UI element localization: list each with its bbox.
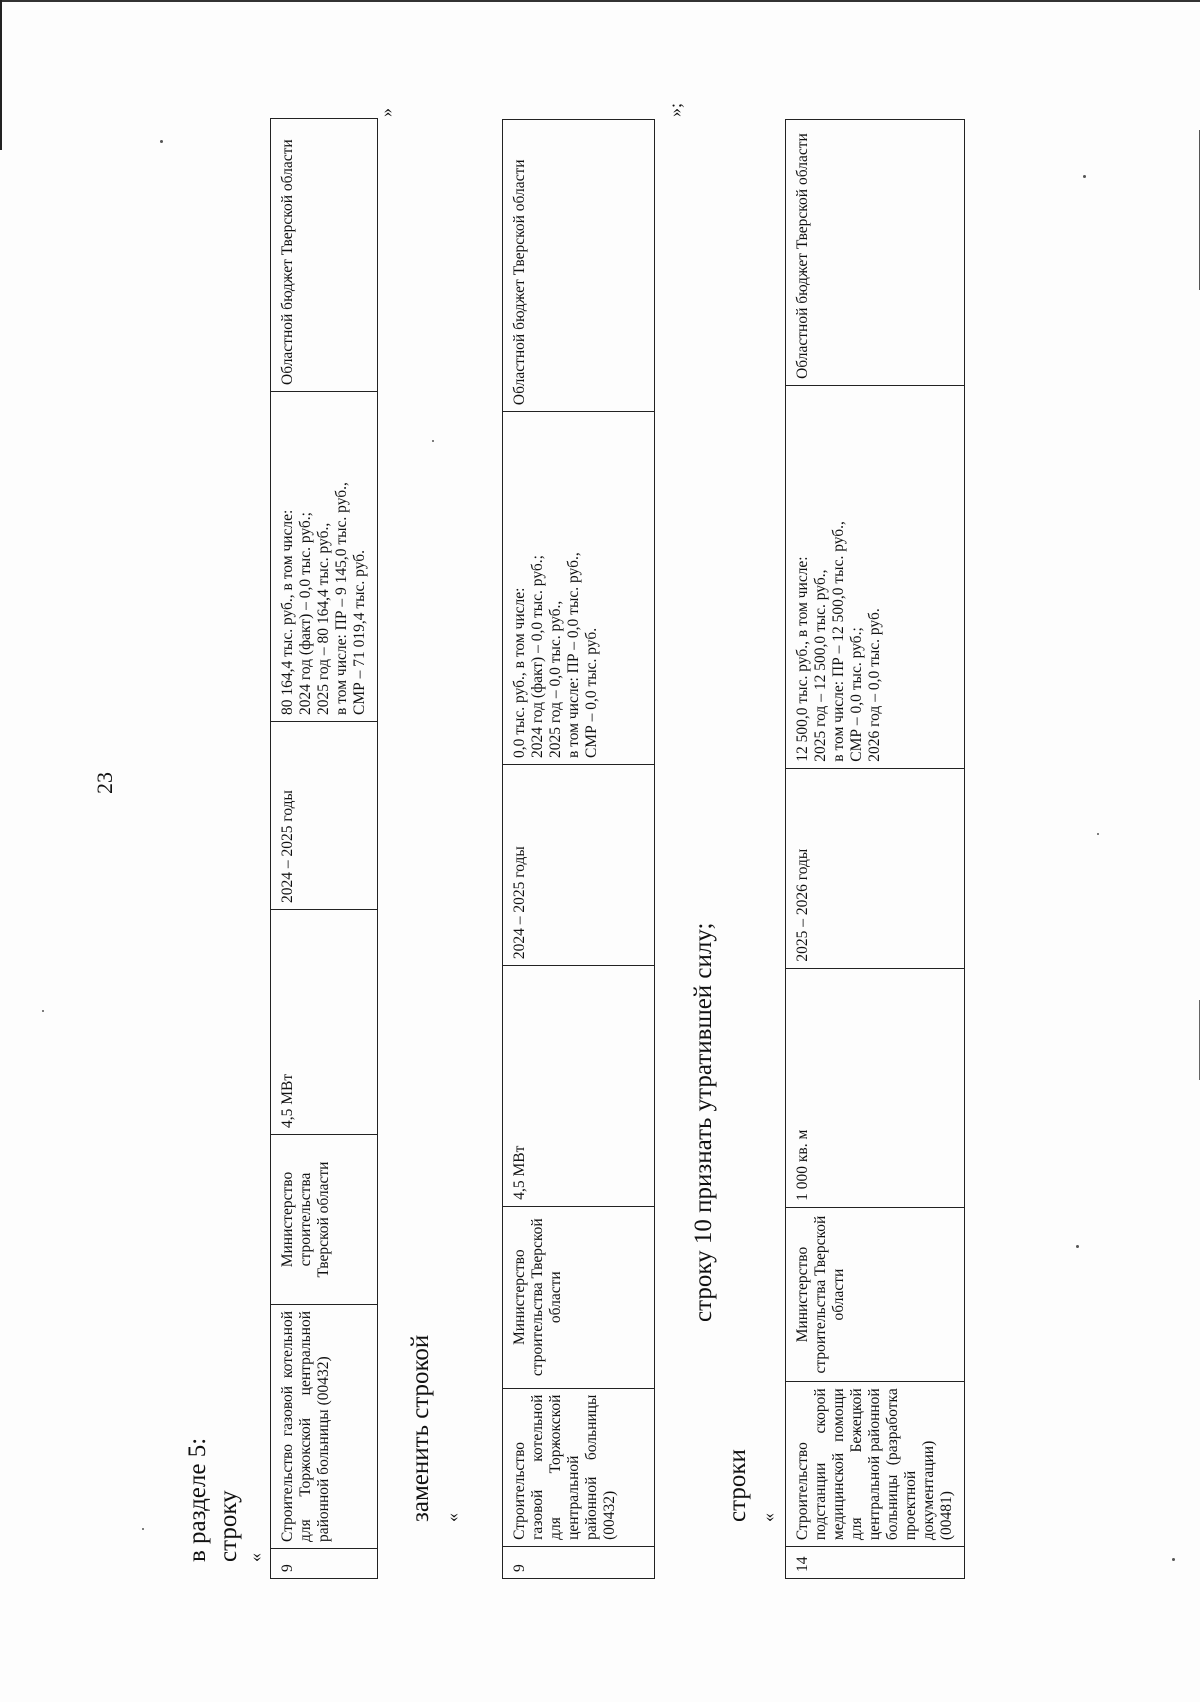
open-quote: « <box>245 1553 265 1562</box>
object-name-cell: Строительство газовой котельной для Торжокской центральной районной больницы (00432) <box>503 1388 655 1546</box>
capacity-cell: 1 000 кв. м <box>786 968 965 1207</box>
source-cell: Областной бюджет Тверской области <box>271 119 378 392</box>
source-cell: Областной бюджет Тверской области <box>503 120 655 412</box>
ministry-cell: Министерство строительства Тверской области <box>503 1206 655 1388</box>
period-cell: 2025 – 2026 годы <box>786 768 965 968</box>
ministry-cell: Министерство строительства Тверской области <box>786 1207 965 1381</box>
label-rows: строки <box>724 1449 751 1522</box>
funding-cell: 12 500,0 тыс. руб., в том числе: 2025 год – 12 500,0 тыс. руб., в том числе: ПР – 12 500,0 тыс. руб., СМР – 0,0 тыс. руб.; 2026 год – 0,0 тыс. руб. <box>786 385 965 768</box>
period-cell: 2024 – 2025 годы <box>271 722 378 910</box>
row-number: 14 <box>786 1547 965 1579</box>
open-quote: « <box>758 1513 778 1522</box>
source-cell: Областной бюджет Тверской области <box>786 120 965 386</box>
table-row <box>271 119 378 1579</box>
object-name-cell: Строительство подстанции скорой медицинской помощи для Бежецкой центральной районной больницы (разработка проектной документации) (00481) <box>786 1382 965 1547</box>
row-number: 9 <box>271 1549 378 1579</box>
page-number: 23 <box>92 772 117 794</box>
table-row-new <box>785 119 965 1579</box>
close-quote: » <box>376 108 396 117</box>
label-repeal: строку 10 признать утратившей силу; <box>690 922 717 1322</box>
label-replace: заменить строкой <box>407 1334 434 1522</box>
capacity-cell: 4,5 МВт <box>271 910 378 1135</box>
ministry-cell: Министерство строительства Тверской области <box>271 1135 378 1305</box>
label-row: строку <box>215 1490 242 1562</box>
row-number: 9 <box>503 1546 655 1578</box>
object-name-cell: Строительство газовой котельной для Торжокской центральной районной больницы (00432) <box>271 1305 378 1549</box>
table-row-replacement <box>502 119 655 1579</box>
funding-cell: 80 164,4 тыс. руб., в том числе: 2024 год (факт) – 0,0 тыс. руб.; 2025 год – 80 164,4 тыс. руб., в том числе: ПР – 9 145,0 тыс. руб., СМР – 71 019,4 тыс. руб. <box>271 392 378 722</box>
period-cell: 2024 – 2025 годы <box>503 765 655 966</box>
table-row <box>786 120 965 1579</box>
table-row-original <box>270 118 378 1579</box>
table-row <box>503 120 655 1579</box>
close-quote-semicolon: »; <box>665 102 685 117</box>
open-quote: « <box>442 1513 462 1522</box>
section-heading: в разделе 5: <box>184 1437 211 1562</box>
capacity-cell: 4,5 МВт <box>503 966 655 1207</box>
funding-cell: 0,0 тыс. руб., в том числе: 2024 год (факт) – 0,0 тыс. руб.; 2025 год – 0,0 тыс. руб., в том числе: ПР – 0,0 тыс. руб., СМР – 0,0 тыс. руб. <box>503 412 655 765</box>
